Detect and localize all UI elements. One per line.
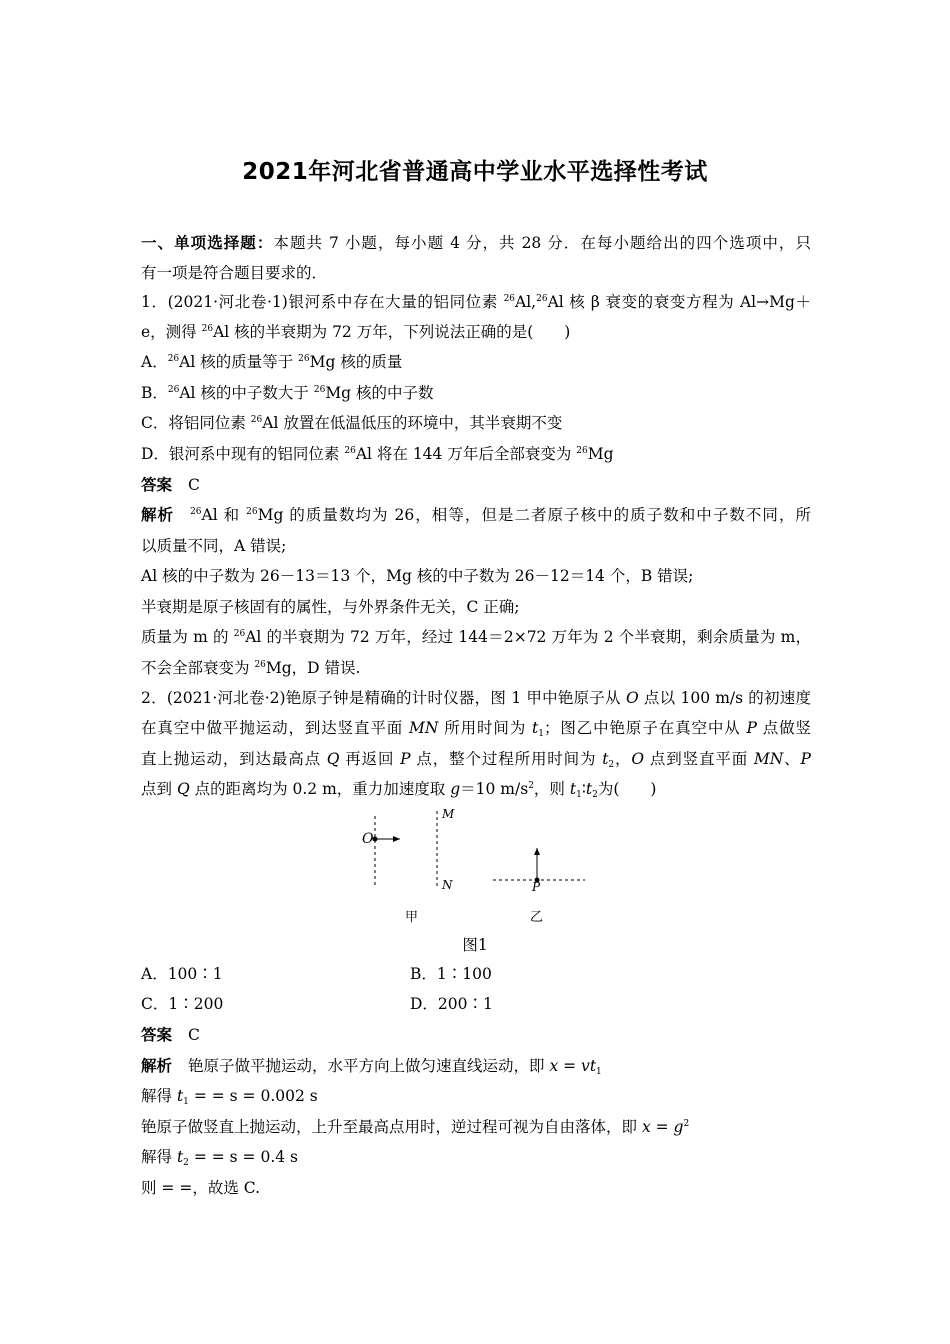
q2-analysis-line2: 解得 $t_1$ = = s = 0.002 s bbox=[141, 1087, 318, 1107]
q2-option-c: C．1∶200 bbox=[141, 995, 224, 1013]
label-o: O bbox=[362, 831, 374, 847]
q2-stem-line1: 2．(2021·河北卷·2)铯原子钟是精确的计时仪器，图 1 甲中铯原子从 O 点以 100 m/s 的初速度 bbox=[141, 689, 811, 707]
q2-option-a: A．100∶1 bbox=[141, 965, 223, 983]
q1-answer: 答案 C bbox=[141, 476, 200, 494]
q1-option-b: B．$^{26}$Al 核的中子数大于 $^{26}$Mg 核的中子数 bbox=[141, 384, 434, 402]
q1-analysis-line3: Al 核的中子数为 26－13＝13 个，Mg 核的中子数为 26－12＝14 个，B 错误; bbox=[141, 567, 694, 585]
q1-option-c: C．将铝同位素 $^{26}$Al 放置在低温低压的环境中，其半衰期不变 bbox=[141, 414, 563, 432]
label-jia: 甲 bbox=[405, 910, 419, 925]
q2-stem-line4: 点到 Q 点的距离均为 0.2 m，重力加速度取 g＝10 $m/s^2$，则 $t_1∶t_2$为( ) bbox=[141, 780, 657, 800]
page-title: 2021年河北省普通高中学业水平选择性考试 bbox=[242, 159, 708, 185]
figure-diagram bbox=[355, 806, 595, 926]
q2-stem-line2: 在真空中做平抛运动，到达竖直平面 MN 所用时间为 $t_1$；图乙中铯原子在真空中从 P 点做竖 bbox=[141, 719, 811, 739]
q1-analysis-line2: 以质量不同，A 错误; bbox=[141, 537, 287, 555]
label-n: N bbox=[442, 878, 453, 892]
q2-option-b: B．1∶100 bbox=[410, 965, 492, 983]
label-m: M bbox=[442, 807, 455, 821]
q1-analysis-line5: 质量为 m 的 $^{26}$Al 的半衰期为 72 万年，经过 144＝2×72 万年为 2 个半衰期，剩余质量为 m， bbox=[141, 628, 812, 646]
figure-caption: 图1 bbox=[462, 936, 488, 954]
q2-analysis-line4: 解得 $t_2$ = = s = 0.4 s bbox=[141, 1148, 298, 1168]
section-intro-line2: 有一项是符合题目要求的． bbox=[141, 264, 328, 282]
q1-analysis-line6: 不会全部衰变为 $^{26}$Mg，D 错误. bbox=[141, 659, 361, 677]
q2-answer: 答案 C bbox=[141, 1026, 200, 1044]
q2-option-d: D．200∶1 bbox=[410, 995, 493, 1013]
q2-analysis-line5: 则 = =，故选 C. bbox=[141, 1179, 260, 1197]
q1-stem-line1: 1．(2021·河北卷·1)银河系中存在大量的铝同位素 $^{26}$Al,$^{26}$Al 核 β 衰变的衰变方程为 Al→Mg＋ bbox=[141, 293, 811, 311]
q1-stem-line2: e，测得 $^{26}$Al 核的半衰期为 72 万年，下列说法正确的是( ) bbox=[141, 323, 571, 341]
label-p: P bbox=[532, 880, 541, 894]
q2-analysis-line1: 解析 铯原子做平抛运动，水平方向上做匀速直线运动，即 $x = vt_1$ bbox=[141, 1057, 602, 1077]
q1-analysis-line4: 半衰期是原子核固有的属性，与外界条件无关，C 正确; bbox=[141, 598, 520, 616]
section-intro-line1: 一、单项选择题：本题共 7 小题，每小题 4 分，共 28 分．在每小题给出的四个选项中，只 bbox=[141, 234, 811, 252]
label-yi: 乙 bbox=[530, 910, 544, 925]
q1-analysis-line1: 解析 $^{26}$Al 和 $^{26}$Mg 的质量数均为 26，相等，但是二者原子核中的质子数和中子数不同，所 bbox=[141, 506, 811, 524]
q1-option-a: A．$^{26}$Al 核的质量等于 $^{26}$Mg 核的质量 bbox=[141, 353, 403, 371]
q1-option-d: D．银河系中现有的铝同位素 $^{26}$Al 将在 144 万年后全部衰变为 $^{26}$Mg bbox=[141, 445, 614, 463]
q2-analysis-line3: 铯原子做竖直上抛运动，上升至最高点用时，逆过程可视为自由落体，即 $x = g^2$ bbox=[141, 1118, 690, 1136]
figure-1 bbox=[355, 806, 595, 926]
q2-stem-line3: 直上抛运动，到达最高点 Q 再返回 P 点，整个过程所用时间为 $t_2$，O 点到竖直平面 MN、P bbox=[141, 750, 811, 770]
